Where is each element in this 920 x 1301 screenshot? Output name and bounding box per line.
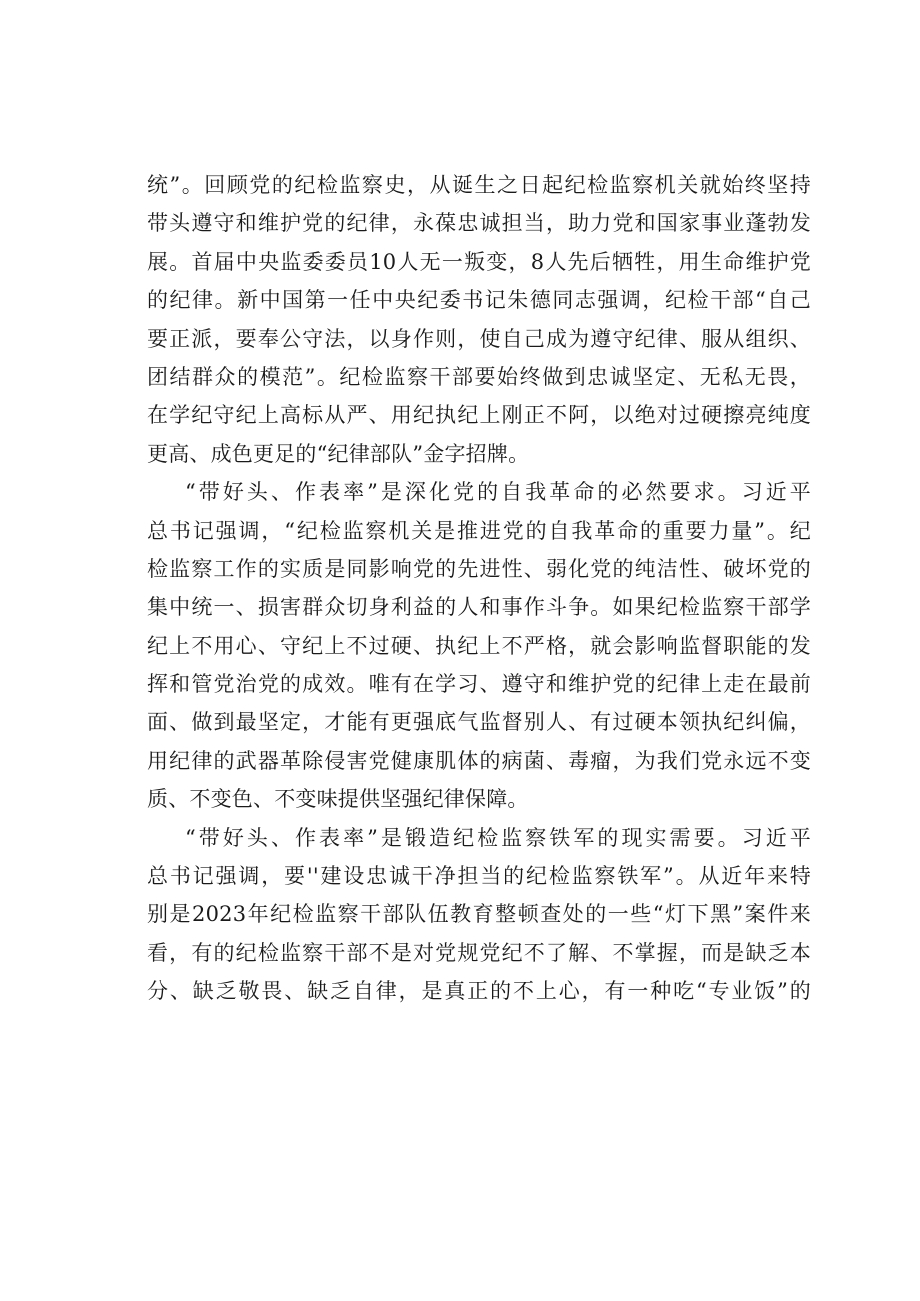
- text-line: 展。首届中央监委委员10人无一叛变，8人先后牺牲，用生命维护党: [147, 249, 811, 274]
- text-line: 面、做到最坚定，才能有更强底气监督别人、有过硬本领执纪纠偏，: [147, 710, 811, 735]
- text-line: 分、缺乏敬畏、缺乏自律，是真正的不上心，有一种吃“专业饭”的: [147, 979, 811, 1004]
- text-line: 的纪律。新中国第一任中央纪委书记朱德同志强调，纪检干部“自己: [147, 288, 811, 313]
- text-line: 统”。回顾党的纪检监察史，从诞生之日起纪检监察机关就始终坚持: [147, 173, 811, 197]
- text-line: 质、不变色、不变味提供坚强纪律保障。: [147, 787, 529, 812]
- text-line: 检监察工作的实质是同影响党的先进性、弱化党的纯洁性、破坏党的: [147, 556, 811, 581]
- text-line: 看，有的纪检监察干部不是对党规党纪不了解、不掌握，而是缺乏本: [147, 940, 811, 965]
- document-body: [147, 166, 811, 1011]
- text-line: 集中统一、损害群众切身利益的人和事作斗争。如果纪检监察干部学: [147, 595, 811, 620]
- text-line: 团结群众的模范”。纪检监察干部要始终做到忠诚坚定、无私无畏，: [147, 364, 811, 389]
- text-line: 总书记强调，“纪检监察机关是推进党的自我革命的重要力量”。纪: [147, 518, 811, 543]
- text-line: 在学纪守纪上高标从严、用纪执纪上刚正不阿，以绝对过硬擦亮纯度: [147, 403, 811, 428]
- text-line: “带好头、作表率”是锻造纪检监察铁军的现实需要。习近平: [185, 825, 811, 850]
- text-line: 纪上不用心、守纪上不过硬、执纪上不严格，就会影响监督职能的发: [147, 633, 811, 658]
- text-line: 要正派，要奉公守法，以身作则，使自己成为遵守纪律、服从组织、: [147, 326, 811, 351]
- text-line: 挥和管党治党的成效。唯有在学习、遵守和维护党的纪律上走在最前: [147, 672, 811, 697]
- text-line: “带好头、作表率”是深化党的自我革命的必然要求。习近平: [185, 480, 811, 505]
- text-line: 用纪律的武器革除侵害党健康肌体的病菌、毒瘤，为我们党永远不变: [147, 748, 811, 773]
- paragraph-1: [147, 166, 811, 473]
- paragraph-2: [147, 473, 811, 819]
- paragraph-3: [147, 819, 811, 1011]
- text-line: 别是2023年纪检监察干部队伍教育整顿查处的一些“灯下黑”案件来: [147, 902, 811, 927]
- text-line: 更高、成色更足的“纪律部队”金字招牌。: [147, 441, 530, 466]
- text-line: 带头遵守和维护党的纪律，永葆忠诚担当，助力党和国家事业蓬勃发: [147, 211, 811, 236]
- text-line: 总书记强调，要''建设忠诚干净担当的纪检监察铁军”。从近年来特: [147, 864, 811, 889]
